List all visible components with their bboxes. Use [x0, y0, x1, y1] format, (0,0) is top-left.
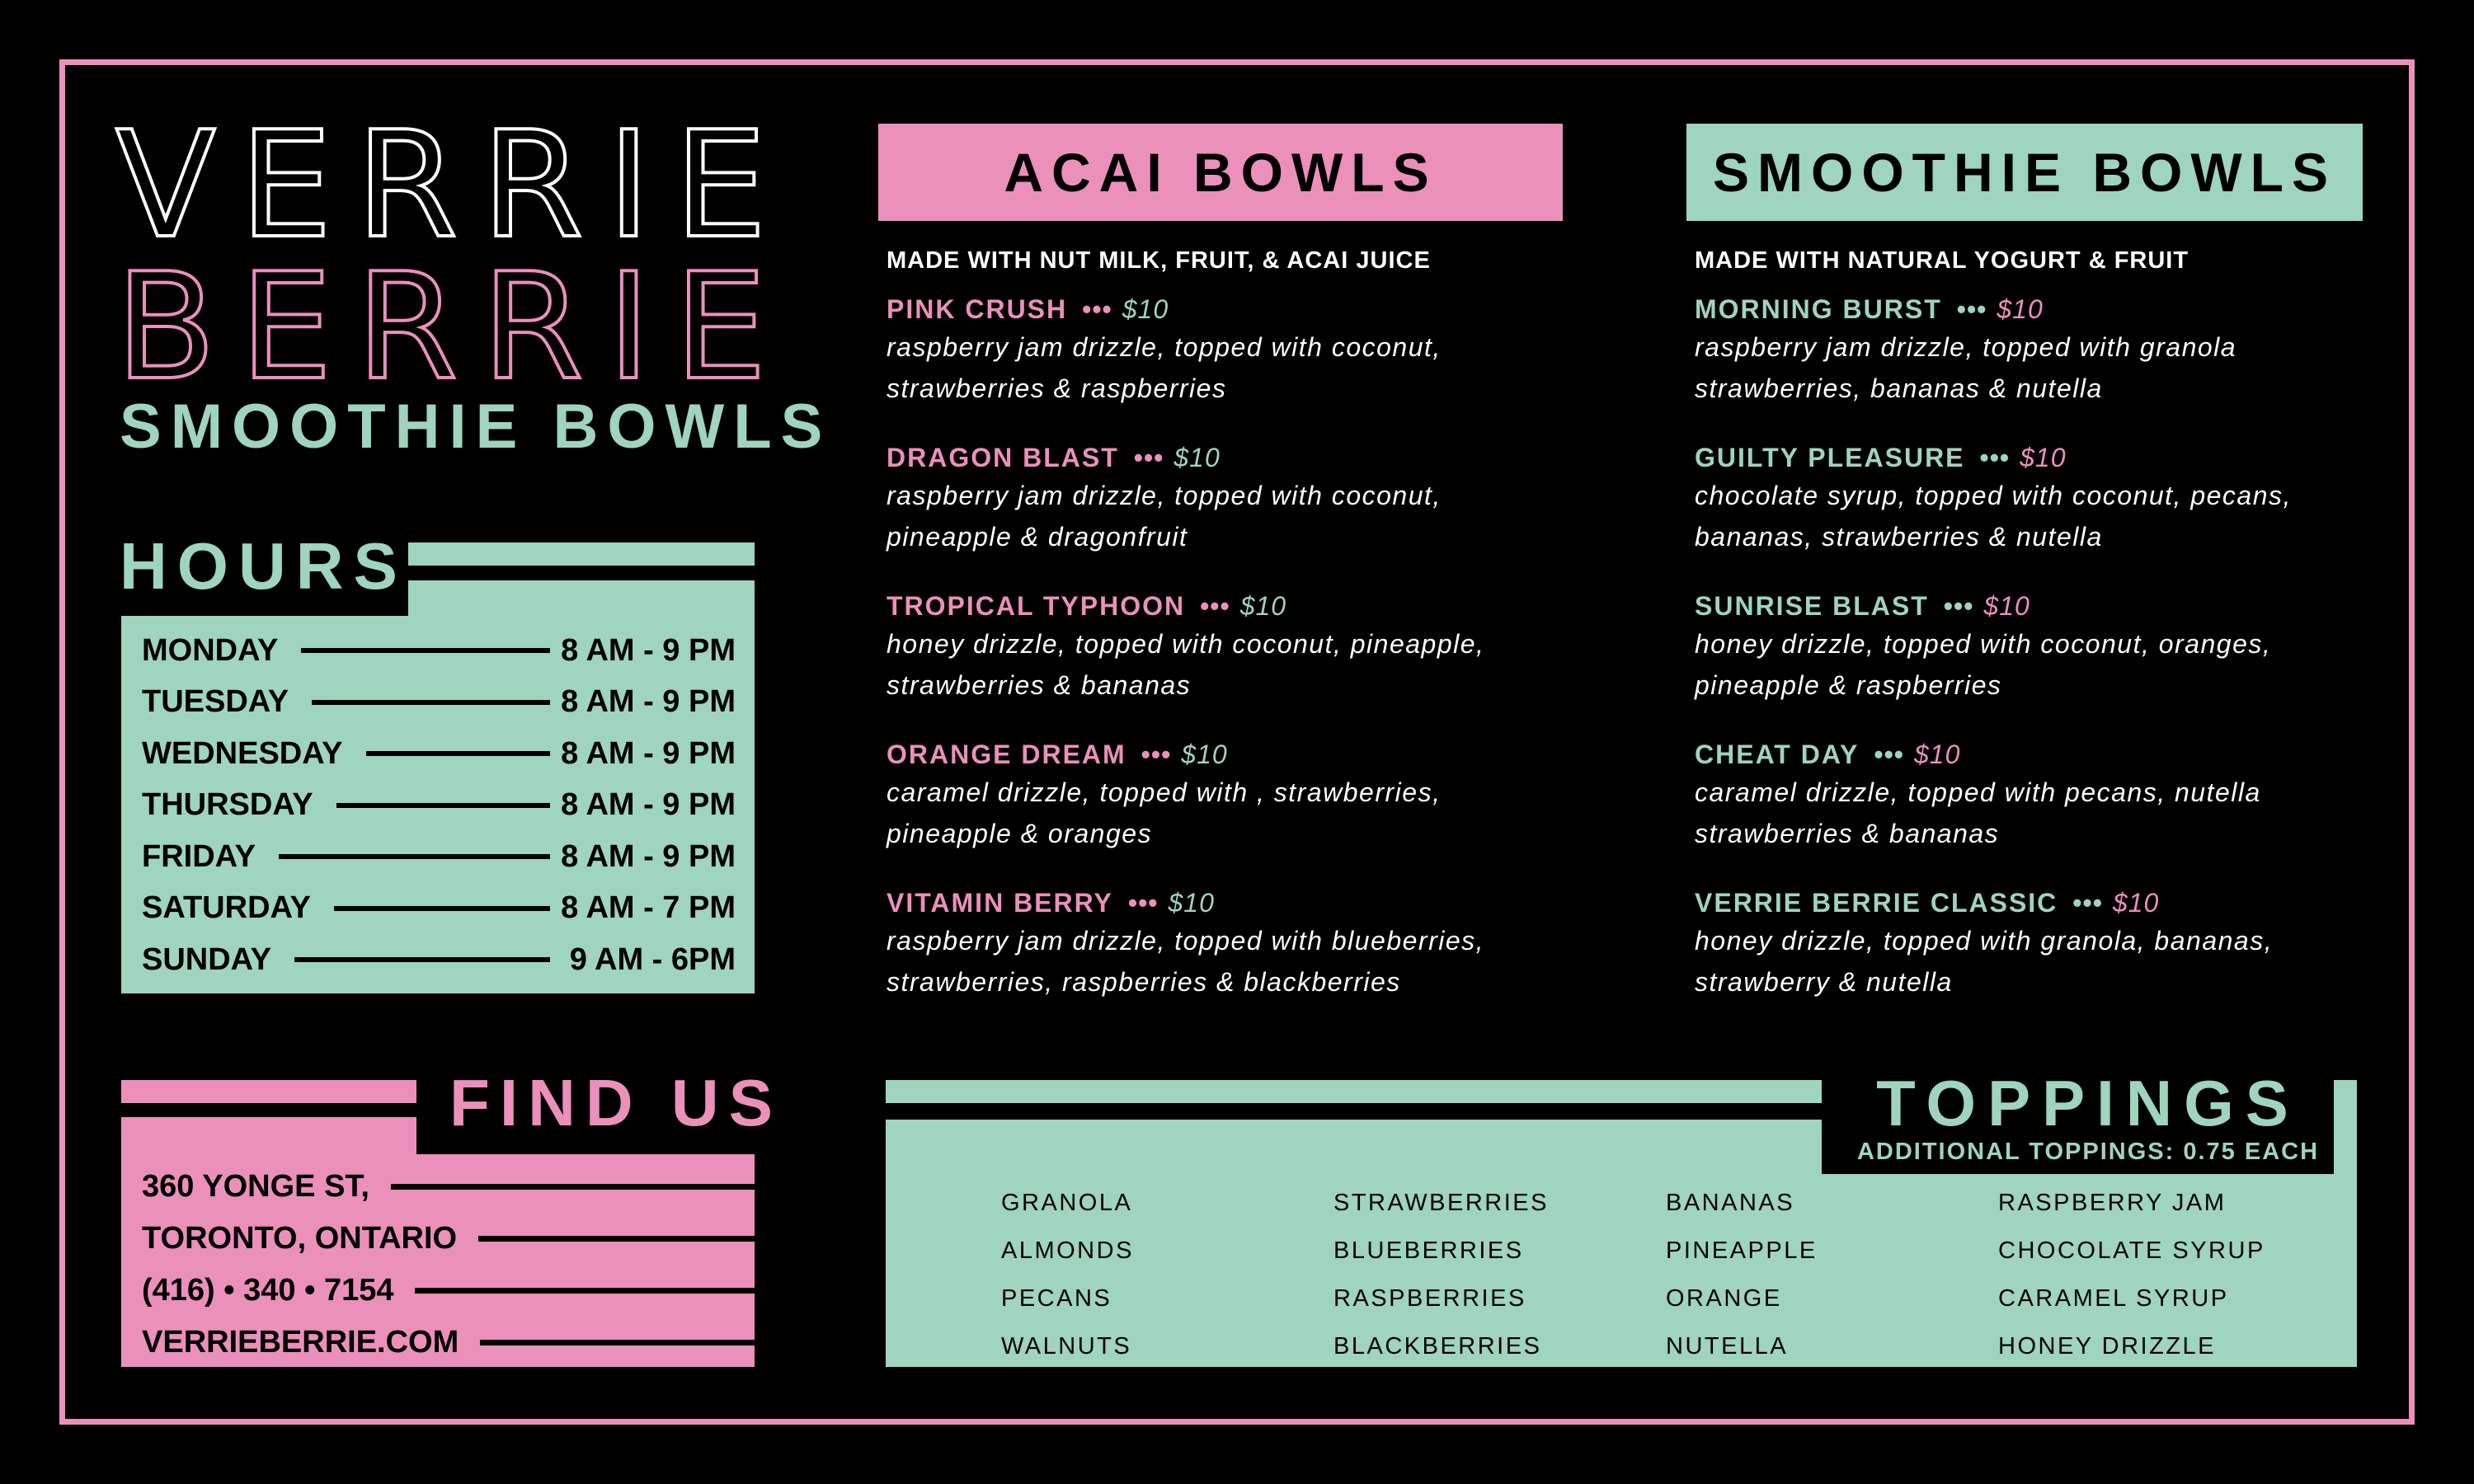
- logo-letter: I: [607, 242, 651, 412]
- menu-item: [1686, 885, 2363, 1003]
- topping-item: HONEY DRIZZLE: [1998, 1332, 2217, 1360]
- menu-item-price: $10: [1997, 294, 2044, 324]
- menu-item-desc: raspberry jam drizzle, topped with coconut,: [887, 481, 1442, 510]
- hours-title: HOURS: [120, 529, 407, 603]
- logo-word-verrie: [115, 100, 767, 270]
- menu-item-desc: strawberries, raspberries & blackberries: [887, 967, 1401, 997]
- menu-item-dots: •••: [1200, 591, 1230, 621]
- topping-item: RASPBERRY JAM: [1998, 1189, 2227, 1216]
- menu-item: [878, 292, 1563, 409]
- menu-item-name: GUILTY PLEASURE: [1695, 443, 1965, 472]
- address-line: [142, 1161, 755, 1213]
- topping-item: PINEAPPLE: [1666, 1237, 1818, 1264]
- leader-line: [478, 1236, 755, 1242]
- menu-item-desc: honey drizzle, topped with coconut, pineapple,: [887, 629, 1485, 659]
- topping-item: BANANAS: [1666, 1189, 1795, 1216]
- logo-letter: R: [481, 100, 584, 270]
- menu-item-dots: •••: [1956, 294, 1987, 324]
- menu-item-name: CHEAT DAY: [1695, 740, 1860, 769]
- hours-day: SATURDAY: [142, 890, 311, 926]
- menu-item-desc: strawberry & nutella: [1695, 967, 1953, 997]
- menu-item-header: [887, 292, 1563, 326]
- logo-letter: R: [482, 242, 584, 412]
- hours-row: [142, 934, 736, 986]
- hours-day: MONDAY: [142, 632, 279, 668]
- smoothie-bowls-subtitle: MADE WITH NATURAL YOGURT & FRUIT: [1695, 247, 2189, 274]
- menu-item-header: [887, 440, 1563, 475]
- menu-item-dots: •••: [1082, 294, 1112, 324]
- hours-panel-top: [408, 580, 755, 616]
- menu-item-desc: honey drizzle, topped with coconut, oranges,: [1695, 629, 2272, 659]
- menu-item: [878, 737, 1563, 854]
- menu-item-desc: strawberries & bananas: [1695, 819, 2000, 848]
- hours-row: [142, 831, 736, 883]
- hours-day: TUESDAY: [142, 684, 289, 720]
- menu-item-header: [887, 737, 1563, 772]
- address-line: [142, 1213, 755, 1265]
- menu-item-dots: •••: [1943, 591, 1974, 621]
- menu-item: [878, 589, 1563, 706]
- menu-item-desc: strawberries, bananas & nutella: [1695, 373, 2103, 403]
- hours-day: THURSDAY: [142, 787, 313, 823]
- menu-item-desc: pineapple & raspberries: [1695, 670, 2002, 700]
- menu-item-header: [887, 885, 1563, 920]
- hours-time: 9 AM - 6PM: [569, 942, 736, 977]
- leader-line: [279, 854, 550, 859]
- toppings-title: TOPPINGS: [1876, 1067, 2300, 1139]
- menu-item-dots: •••: [1127, 888, 1159, 918]
- menu-item-price: $10: [2112, 888, 2160, 918]
- hours-time: 8 AM - 9 PM: [561, 632, 736, 668]
- hours-time: 8 AM - 7 PM: [561, 890, 736, 926]
- leader-line: [480, 1340, 755, 1345]
- menu-item: [1686, 737, 2363, 854]
- hours-day: SUNDAY: [142, 942, 271, 977]
- smoothie-bowls-title: SMOOTHIE BOWLS: [1686, 124, 2363, 221]
- hours-time: 8 AM - 9 PM: [561, 787, 736, 823]
- menu-item-header: [887, 589, 1563, 623]
- menu-item-header: [1695, 292, 2363, 326]
- logo-letter: R: [355, 100, 459, 270]
- topping-item: CHOCOLATE SYRUP: [1998, 1237, 2265, 1264]
- menu-item-dots: •••: [1141, 740, 1172, 769]
- menu-item-name: PINK CRUSH: [887, 294, 1068, 324]
- menu-item-dots: •••: [1874, 740, 1904, 769]
- menu-item-price: $10: [2020, 443, 2067, 472]
- menu-item-price: $10: [1122, 294, 1169, 324]
- address-street: 360 YONGE ST,: [142, 1169, 369, 1204]
- menu-item: [878, 440, 1563, 557]
- menu-item: [878, 885, 1563, 1003]
- menu-item-desc: raspberry jam drizzle, topped with coconut,: [887, 332, 1442, 362]
- topping-item: BLUEBERRIES: [1333, 1237, 1524, 1264]
- leader-line: [301, 648, 550, 653]
- menu-item: [1686, 589, 2363, 706]
- topping-item: GRANOLA: [1001, 1189, 1133, 1216]
- leader-line: [312, 700, 550, 705]
- menu-item-price: $10: [1239, 591, 1287, 621]
- logo-letter: R: [355, 242, 459, 412]
- address-city: TORONTO, ONTARIO: [142, 1221, 458, 1256]
- logo-letter: E: [239, 100, 332, 270]
- hours-bar-decoration: [408, 542, 755, 566]
- toppings-bar-decoration: [886, 1080, 1822, 1103]
- logo-letter: V: [115, 100, 216, 270]
- logo-letter: E: [239, 242, 333, 412]
- topping-item: RASPBERRIES: [1333, 1284, 1526, 1312]
- leader-line: [294, 957, 550, 962]
- hours-row: [142, 728, 736, 780]
- menu-item: [1686, 440, 2363, 557]
- menu-item-name: MORNING BURST: [1695, 294, 1942, 324]
- logo-letter: B: [115, 242, 217, 412]
- address-line: [142, 1317, 755, 1369]
- logo-tagline: SMOOTHIE BOWLS: [120, 392, 832, 462]
- menu-item-desc: strawberries & raspberries: [887, 373, 1227, 403]
- acai-bowls-title: ACAI BOWLS: [878, 124, 1563, 221]
- menu-item-desc: caramel drizzle, topped with pecans, nutella: [1695, 777, 2261, 807]
- hours-list: [142, 625, 736, 986]
- leader-line: [391, 1184, 755, 1190]
- topping-item: ORANGE: [1666, 1284, 1782, 1312]
- hours-day: FRIDAY: [142, 838, 256, 874]
- leader-line: [366, 751, 550, 756]
- leader-line: [334, 906, 550, 911]
- menu-item-desc: raspberry jam drizzle, topped with granola: [1695, 332, 2237, 362]
- topping-item: CARAMEL SYRUP: [1998, 1284, 2229, 1312]
- hours-time: 8 AM - 9 PM: [561, 684, 736, 720]
- toppings-list: [1001, 1179, 2387, 1369]
- acai-bowls-subtitle: MADE WITH NUT MILK, FRUIT, & ACAI JUICE: [887, 247, 1431, 274]
- menu-item-name: SUNRISE BLAST: [1695, 591, 1929, 621]
- menu-item-desc: chocolate syrup, topped with coconut, pecans,: [1695, 481, 2292, 510]
- menu-item-dots: •••: [1133, 443, 1164, 472]
- menu-item-price: $10: [1168, 888, 1215, 918]
- menu-item-name: VERRIE BERRIE CLASSIC: [1695, 888, 2058, 918]
- topping-item: PECANS: [1001, 1284, 1112, 1312]
- menu-item-desc: caramel drizzle, topped with , strawberries,: [887, 777, 1442, 807]
- menu-item-header: [1695, 737, 2363, 772]
- find-us-title: FIND US: [449, 1066, 783, 1139]
- menu-item: [1686, 292, 2363, 409]
- address-line: [142, 1265, 755, 1317]
- menu-item-header: [1695, 440, 2363, 475]
- menu-item-dots: •••: [1979, 443, 2011, 472]
- acai-bowls-section: [878, 124, 1563, 1003]
- logo-letter: E: [674, 100, 767, 270]
- topping-item: NUTELLA: [1666, 1332, 1789, 1360]
- hours-row: [142, 677, 736, 729]
- logo-letter: I: [607, 100, 651, 270]
- menu-item-desc: strawberries & bananas: [887, 670, 1192, 700]
- menu-item-price: $10: [1983, 591, 2030, 621]
- toppings-subtitle: ADDITIONAL TOPPINGS: 0.75 EACH: [1856, 1139, 2320, 1165]
- menu-item-desc: pineapple & oranges: [887, 819, 1153, 848]
- menu-item-name: ORANGE DREAM: [887, 740, 1126, 769]
- hours-time: 8 AM - 9 PM: [561, 735, 736, 771]
- find-us-list: [142, 1161, 755, 1369]
- smoothie-bowls-section: [1686, 124, 2363, 1003]
- hours-row: [142, 625, 736, 677]
- leader-line: [415, 1288, 755, 1294]
- menu-item-price: $10: [1174, 443, 1221, 472]
- hours-row: [142, 780, 736, 832]
- menu-item-desc: honey drizzle, topped with granola, bananas,: [1695, 926, 2274, 956]
- menu-item-desc: raspberry jam drizzle, topped with blueberries,: [887, 926, 1485, 956]
- hours-row: [142, 883, 736, 935]
- topping-item: ALMONDS: [1001, 1237, 1134, 1264]
- menu-item-dots: •••: [2072, 888, 2103, 918]
- hours-time: 8 AM - 9 PM: [561, 838, 736, 874]
- menu-item-price: $10: [1913, 740, 1961, 769]
- website-link[interactable]: VERRIEBERRIE.COM: [142, 1325, 459, 1360]
- menu-item-name: VITAMIN BERRY: [887, 888, 1113, 918]
- find-us-panel-top: [121, 1117, 416, 1154]
- menu-item-price: $10: [1181, 740, 1228, 769]
- menu-item-name: TROPICAL TYPHOON: [887, 591, 1186, 621]
- menu-item-header: [1695, 885, 2363, 920]
- menu-item-desc: bananas, strawberries & nutella: [1695, 522, 2103, 552]
- logo-word-berrie: [115, 242, 767, 412]
- menu-item-header: [1695, 589, 2363, 623]
- leader-line: [336, 803, 550, 808]
- find-us-bar-decoration: [121, 1080, 416, 1103]
- phone-number[interactable]: (416) • 340 • 7154: [142, 1273, 394, 1308]
- topping-item: STRAWBERRIES: [1333, 1189, 1549, 1216]
- hours-day: WEDNESDAY: [142, 735, 343, 771]
- topping-item: BLACKBERRIES: [1333, 1332, 1542, 1360]
- menu-item-desc: pineapple & dragonfruit: [887, 522, 1188, 552]
- logo-letter: E: [674, 242, 767, 412]
- menu-item-name: DRAGON BLAST: [887, 443, 1119, 472]
- topping-item: WALNUTS: [1001, 1332, 1132, 1360]
